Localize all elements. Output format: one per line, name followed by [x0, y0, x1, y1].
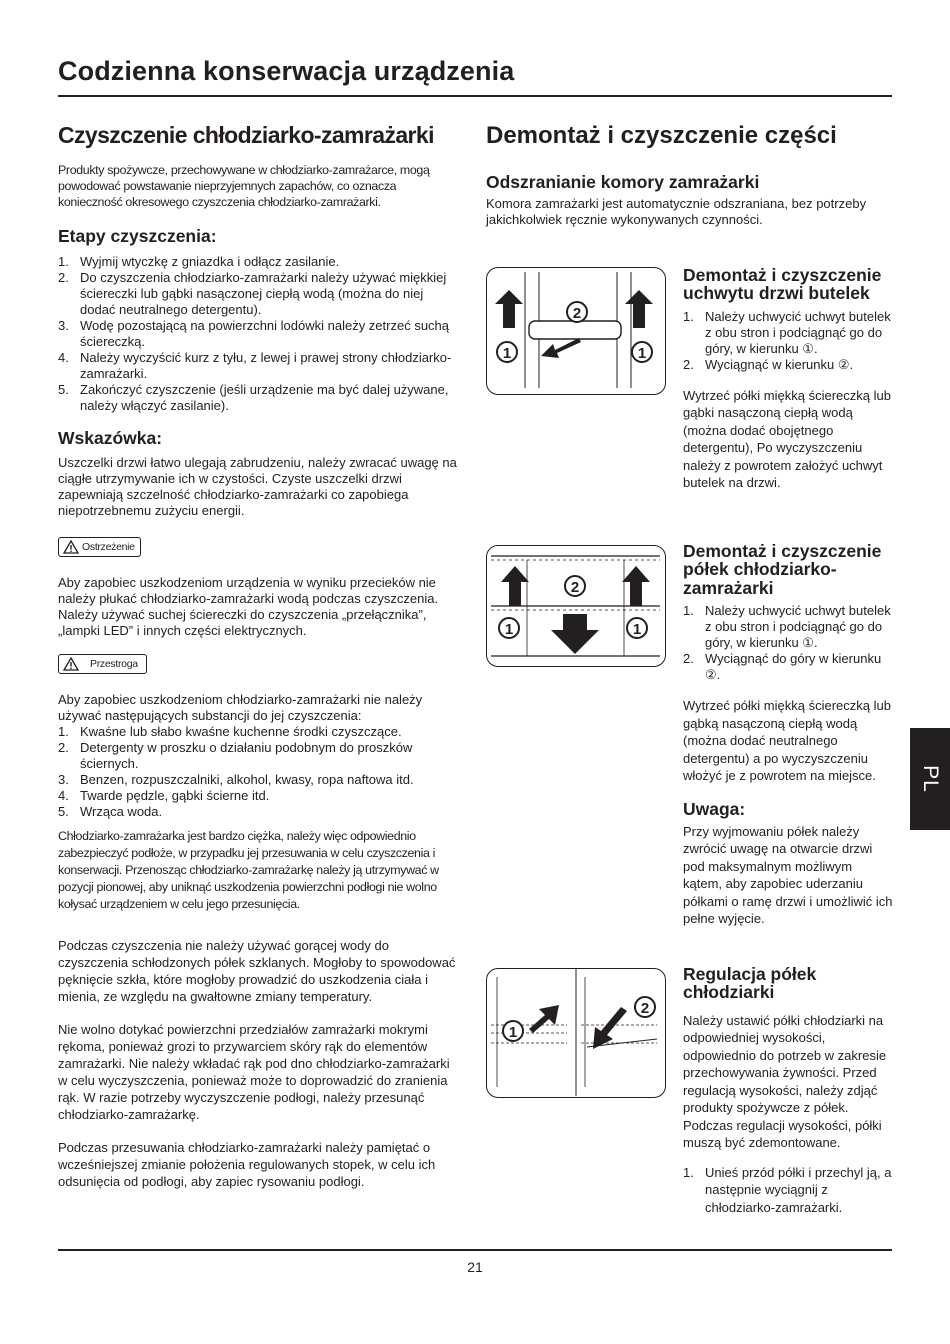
cleaning-intro: Produkty spożywcze, przechowywane w chłodziarko-zamrażarce, mogą powodować powstawanie nieprzyjemnych zapachów, co oznacza konieczność okresowego czyszczenia chłodziarko-zamrażarki.: [58, 163, 430, 210]
tip-heading: Wskazówka:: [58, 427, 163, 448]
caution-badge: [58, 654, 147, 674]
warning-badge: [58, 537, 141, 557]
language-tab: [910, 728, 950, 830]
shelves-steps: [683, 603, 893, 683]
attention-text: Przy wyjmowaniu półek należy zwrócić uwagę na otwarcie drzwi pod maksymalnym możliwym kątem, aby zapobiec uderzaniu półkami o ramę drzwi i umożliwić ich pełne wyjęcie.: [683, 823, 893, 927]
list-item: 3. Benzen, rozpuszczalniki, alkohol, kwasy, ropa naftowa itd.: [58, 771, 414, 787]
wet-hands-note: Nie wolno dotykać powierzchni przedziałów zamrażarki mokrymi rękoma, ponieważ grozi to przywarciem skóry rąk do elementów zamrażarki. Nie należy wkładać rąk pod dno chłodziarko-zamrażarki w celu wyczyszczenia, ponieważ może to doprowadzić do zranienia rąk. W razie potrzeby wyczyszczenie podłogi, należy przesunąć chłodziarko-zamrażarkę.: [58, 1021, 450, 1122]
adjust-section: [683, 965, 893, 1216]
defrost-text: Komora zamrażarki jest automatycznie odszraniana, bez potrzeby jakichkolwiek ręcznie wykonywanych czynności.: [486, 195, 867, 227]
cleaning-heading: Czyszczenie chłodziarko-zamrażarki: [58, 122, 434, 148]
page-title: Codzienna konserwacja urządzenia: [58, 56, 515, 86]
shelves-section: [683, 542, 893, 928]
language-tab-label: PL: [919, 765, 942, 793]
footer-rule: [58, 1249, 892, 1251]
list-item: 5. Wrząca woda.: [58, 803, 163, 819]
defrost-heading: Odszranianie komory zamrażarki: [486, 171, 760, 192]
warning-triangle-icon: [63, 540, 79, 554]
title-rule: [58, 95, 892, 97]
svg-text:2: 2: [570, 579, 580, 596]
left-column: [58, 122, 462, 1190]
caution-intro: Aby zapobiec uszkodzeniom chłodziarko-zamrażarki nie należy używać następujących substancji do jej czyszczenia:: [58, 691, 423, 723]
list-item: 4. Należy wyczyścić kurz z tyłu, z lewej i prawej strony chłodziarko-zamrażarki.: [58, 349, 452, 381]
adjust-steps: [683, 1164, 893, 1217]
shelf-adjust-illustration: [486, 968, 666, 1098]
handle-heading: Demontaż i czyszczenie uchwytu drzwi butelek: [683, 265, 882, 304]
heavy-note: Chłodziarko-zamrażarka jest bardzo ciężka, należy więc odpowiednio zabezpieczyć podłoże, w przypadku jej przesuwania w celu czyszczenia i konserwacji. Przenosząc chłodziarko-zamrażarkę należy ją utrzymywać w pozycji pionowej, aby uniknąć uszkodzenia powierzchni podłogi nie wolno kołysać urządzeniem w celu jego przesunięcia.: [58, 828, 439, 911]
adjust-text: Należy ustawić półki chłodziarki na odpowiedniej wysokości, odpowiednio do potrzeb w zakresie przechowywania żywności. Przed regulacją wysokości, należy zdjąć produkty spożywcze z półek. Podczas regulacji wysokości, półki muszą być zdemontowane.: [683, 1012, 887, 1151]
svg-text:1: 1: [504, 621, 514, 638]
shelves-heading: Demontaż i czyszczenie półek chłodziarko-zamrażarki: [683, 541, 882, 598]
steps-list: [58, 254, 462, 414]
feet-note: Podczas przesuwania chłodziarko-zamrażarki należy pamiętać o wcześniejszej zmianie położenia regulowanych stopek, w celu ich odsunięcia od podłogi, aby zapiec rysowaniu podłogi.: [58, 1139, 436, 1189]
hot-water-note: Podczas czyszczenia nie należy używać gorącej wody do czyszczenia schłodzonych półek szklanych. Mogłoby to spowodować pęknięcie szkła, które mogłoby prowadzić do uszkodzenia ciała i mienia, ze względu na gwałtowne zmiany temperatury.: [58, 937, 456, 1004]
list-item: 2. Wyciągnąć do góry w kierunku ②.: [683, 651, 882, 683]
list-item: 2. Detergenty w proszku o działaniu podobnym do proszków ściernych.: [58, 739, 413, 771]
list-item: 1. Należy uchwycić uchwyt butelek z obu stron i podciągnąć go do góry, w kierunku ①.: [683, 308, 891, 356]
list-item: 2. Do czyszczenia chłodziarko-zamrażarki należy używać miękkiej ściereczki lub gąbki nasączonej ciepłą wodą (można do niej dodać neutralnego detergentu).: [58, 269, 447, 317]
list-item: 1. Wyjmij wtyczkę z gniazdka i odłącz zasilanie.: [58, 253, 340, 269]
right-column-top: [486, 122, 891, 228]
svg-text:1: 1: [637, 345, 647, 362]
svg-text:1: 1: [502, 345, 512, 362]
list-item: 4. Twarde pędzle, gąbki ścierne itd.: [58, 787, 270, 803]
warning-text: Aby zapobiec uszkodzeniom urządzenia w wyniku przecieków nie należy płukać chłodziarko-zamrażarki wodą podczas czyszczenia. Należy używać suchej ściereczki do czyszczenia „przełącznika”, „lampki LED” i innych części elektrycznych.: [58, 574, 439, 638]
steps-heading: Etapy czyszczenia:: [58, 226, 217, 247]
caution-label: Przestroga: [90, 657, 138, 670]
adjust-heading: Regulacja półek chłodziarki: [683, 964, 817, 1003]
svg-text:1: 1: [632, 621, 642, 638]
parts-heading: Demontaż i czyszczenie części: [486, 122, 837, 149]
page-number: 21: [467, 1259, 483, 1275]
svg-text:1: 1: [508, 1024, 518, 1041]
list-item: 1. Unieś przód półki i przechyl ją, a następnie wyciągnij z chłodziarko-zamrażarki.: [683, 1164, 892, 1215]
warning-label: Ostrzeżenie: [82, 540, 135, 553]
bottle-rack-illustration: [486, 267, 666, 395]
shelves-note: Wytrzeć półki miękką ściereczką lub gąbką nasączoną ciepłą wodą (można dodać neutralnego detergentu) a po wyczyszczeniu włożyć je z powrotem na miejsce.: [683, 698, 891, 784]
svg-text:2: 2: [572, 305, 582, 322]
list-item: 2. Wyciągnąć w kierunku ②.: [683, 356, 854, 372]
warning-triangle-icon: [63, 657, 79, 671]
caution-badge-wrap: [58, 654, 462, 676]
warning-badge-wrap: [58, 537, 462, 559]
tip-text: Uszczelki drzwi łatwo ulegają zabrudzeniu, należy zwracać uwagę na ciągłe utrzymywanie ich w czystości. Czyste uszczelki drzwi zapewniają szczelność chłodziarko-zamrażarki co zapobiega niepotrzebnemu zużyciu energii.: [58, 454, 457, 518]
handle-note: Wytrzeć półki miękką ściereczką lub gąbki nasączoną ciepłą wodą (można dodać obojętnego detergentu), Po wyczyszczeniu należy z powrotem założyć uchwyt butelek na drzwi.: [683, 387, 891, 491]
caution-list: [58, 724, 462, 820]
attention-heading: Uwaga:: [683, 798, 746, 819]
list-item: 5. Zakończyć czyszczenie (jeśli urządzenie ma być dalej używane, należy włączyć zasilanie).: [58, 381, 449, 413]
handle-section: [683, 266, 893, 492]
handle-steps: [683, 309, 893, 373]
svg-text:2: 2: [640, 1000, 650, 1017]
list-item: 1. Kwaśne lub słabo kwaśne kuchenne środki czyszczące.: [58, 723, 402, 739]
list-item: 1. Należy uchwycić uchwyt butelek z obu stron i podciągnąć go do góry, w kierunku ①.: [683, 603, 891, 651]
list-item: 3. Wodę pozostającą na powierzchni lodówki należy zetrzeć suchą ściereczką.: [58, 317, 450, 349]
shelves-illustration: [486, 545, 666, 667]
